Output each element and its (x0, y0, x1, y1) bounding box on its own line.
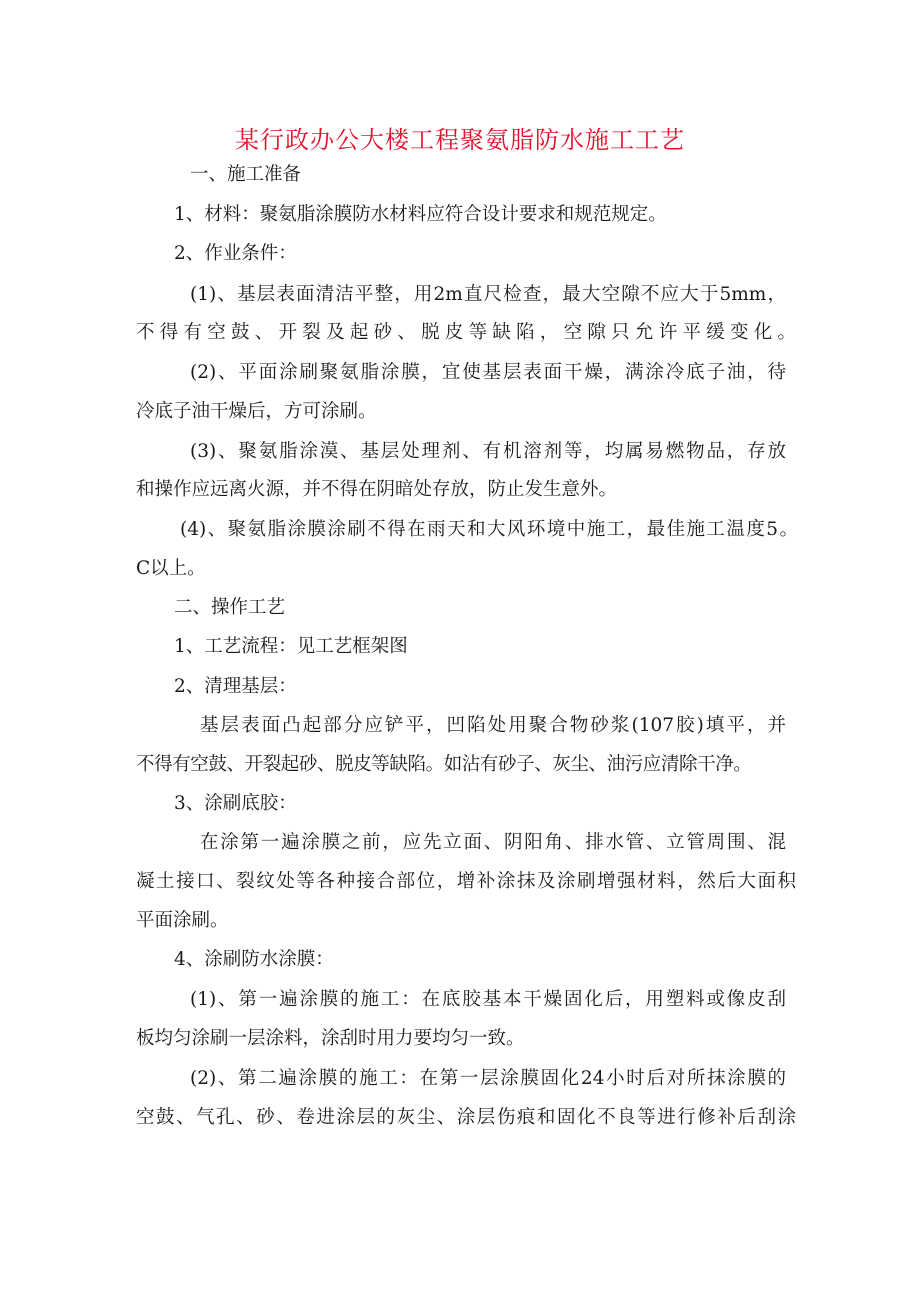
paragraph-line: 4、涂刷防水涂膜： (174, 949, 334, 970)
paragraph-line: 3、涂刷底胶： (174, 793, 297, 814)
paragraph-line: (1)、基层表面清洁平整，用2m直尺检查，最大空隙不应大于5mm， (190, 284, 786, 305)
document-title: 某行政办公大楼工程聚氨脂防水施工工艺 (235, 126, 685, 154)
section-heading-operation: 二、操作工艺 (174, 597, 286, 618)
paragraph-line: 2、清理基层： (174, 676, 297, 697)
paragraph-line: 基层表面凸起部分应铲平，凹陷处用聚合物砂浆(107胶)填平，并 (200, 715, 786, 736)
paragraph-line: 在涂第一遍涂膜之前，应先立面、阴阳角、排水管、立管周围、混 (200, 832, 786, 853)
paragraph-line: (4)、聚氨脂涂膜涂刷不得在雨天和大风环境中施工，最佳施工温度5。 (180, 519, 798, 540)
paragraph-line: 平面涂刷。 (136, 910, 229, 931)
section-heading-preparation: 一、施工准备 (190, 164, 302, 185)
paragraph-line: (1)、第一遍涂膜的施工：在底胶基本干燥固化后，用塑料或像皮刮 (190, 989, 786, 1010)
paragraph-line: 不得有空鼓、开裂及起砂、脱皮等缺陷，空隙只允许平缓变化。 (136, 322, 796, 343)
paragraph-line: 不得有空鼓、开裂起砂、脱皮等缺陷。如沾有砂子、灰尘、油污应清除干净。 (136, 754, 752, 775)
paragraph-line: 冷底子油干燥后，方可涂刷。 (136, 401, 377, 422)
paragraph-line: 1、工艺流程：见工艺框架图 (174, 636, 408, 657)
paragraph-line: (2)、第二遍涂膜的施工：在第一层涂膜固化24小时后对所抹涂膜的 (190, 1068, 786, 1089)
paragraph-line: (2)、平面涂刷聚氨脂涂膜，宜使基层表面干燥，满涂冷底子油，待 (190, 362, 786, 383)
paragraph-line: 和操作应远离火源，并不得在阴暗处存放，防止发生意外。 (136, 479, 618, 500)
paragraph-line: 空鼓、气孔、砂、卷进涂层的灰尘、涂层伤痕和固化不良等进行修补后刮涂 (136, 1107, 796, 1128)
paragraph-line: (3)、聚氨脂涂漠、基层处理剂、有机溶剂等，均属易燃物品，存放 (190, 441, 786, 462)
paragraph-line: 板均匀涂刷一层涂料，涂刮时用力要均匀一致。 (136, 1028, 525, 1049)
paragraph-line: 2、作业条件： (174, 243, 297, 264)
paragraph-line: C以上。 (136, 558, 206, 579)
paragraph-line: 1、材料：聚氨脂涂膜防水材料应符合设计要求和规范规定。 (174, 204, 667, 225)
paragraph-line: 凝土接口、裂纹处等各种接合部位，增补涂抹及涂刷增强材料，然后大面积 (136, 871, 796, 892)
